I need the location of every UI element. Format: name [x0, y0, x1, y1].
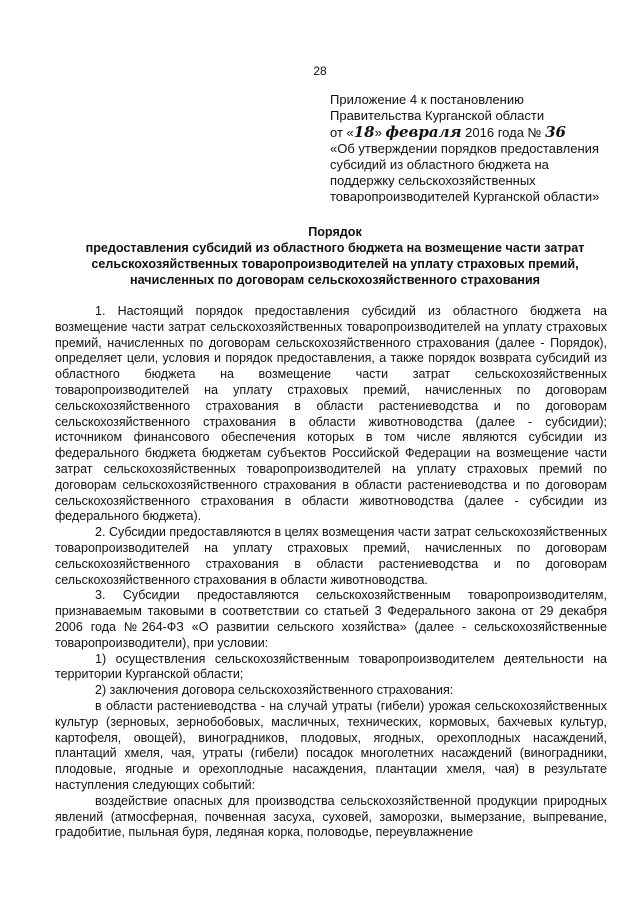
paragraph: 2) заключения договора сельскохозяйственного страхования: — [95, 683, 454, 698]
page-number: 28 — [313, 64, 327, 78]
appendix-block — [330, 92, 605, 205]
title-line: Порядок — [308, 225, 362, 239]
handwritten-day: 18 — [353, 123, 375, 141]
document-title — [55, 224, 615, 288]
title-line: предоставления субсидий из областного бюджета на возмещение части затрат — [85, 241, 585, 255]
paragraph: 1. Настоящий порядок предоставления субсидий из областного бюджета на возмещение части затрат сельскохозяйственных товаропроизводителей на уплату страховых премий, начисленных по договорам сельскохозяйственного страхования (далее - Порядок), определяет цели, условия и порядок предоставления, а также порядок возврата субсидий из областного бюджета на возмещение части затрат сельскохозяйственных товаропроизводителей на уплату страховых премий, начисленных по договорам сельскохозяйственного страхования в области растениеводства и по договорам сельскохозяйственного страхования в области животноводства (далее - субсидии); источником финансового обеспечения которых в том числе являются субсидии из федерального бюджета бюджетам субъектов Российской Федерации на возмещение части затрат сельскохозяйственных товаропроизводителей на уплату страховых премий по договорам сельскохозяйственного страхования в области растениеводства и по договорам сельскохозяйственного страхования в области животноводства (далее - субсидии из федерального бюджета). — [55, 304, 607, 524]
title-line: сельскохозяйственных товаропроизводителей на уплату страховых премий, — [91, 257, 579, 271]
appendix-line: Правительства Курганской области — [330, 108, 545, 123]
paragraph: 1) осуществления сельскохозяйственным товаропроизводителем деятельности на территории Курганской области; — [55, 651, 607, 682]
paragraph: воздействие опасных для производства сельскохозяйственной продукции природных явлений (атмосферная, почвенная засуха, суховей, заморозки, вымерзание, выпревание, градобитие, пыльная буря, ледяная корка, половодье, переувлажнение — [55, 793, 607, 840]
handwritten-number: 36 — [545, 123, 566, 141]
appendix-line: субсидий из областного бюджета на — [330, 157, 549, 172]
appendix-line: «Об утверждении порядков предоставления — [330, 141, 599, 156]
appendix-line: поддержку сельскохозяйственных — [330, 173, 536, 188]
handwritten-month: февраля — [385, 123, 462, 141]
paragraph: 3. Субсидии предоставляются сельскохозяйственным товаропроизводителям, признаваемым таковыми в соответствии со статьей 3 Федерального закона от 29 декабря 2006 года №264-ФЗ «О развитии сельского хозяйства» (далее - сельскохозяйственные товаропроизводители), при условии: — [55, 588, 607, 650]
paragraph: 2. Субсидии предоставляются в целях возмещения части затрат сельскохозяйственных товаропроизводителей на уплату страховых премий, начисленных по договорам сельскохозяйственного страхования в области растениеводства и по договорам сельскохозяйственного страхования в области животноводства. — [55, 525, 607, 587]
appendix-line: товаропроизводителей Курганской области» — [330, 189, 600, 204]
appendix-date-line: от «18» февраля 2016 года № 36 — [330, 123, 566, 141]
paragraph: в области растениеводства - на случай утраты (гибели) урожая сельскохозяйственных культур (зерновых, зернобобовых, масличных, технических, кормовых, бахчевых культур, картофеля, овощей), виноградников, плодовых, ягодных, орехоплодных насаждений, плантаций хмеля, чая, утраты (гибели) посадок многолетних насаждений (виноградники, плодовые, ягодные и орехоплодные насаждения, плантации хмеля, чая) в результате наступления следующих событий: — [55, 698, 607, 792]
document-body — [55, 304, 607, 841]
title-line: начисленных по договорам сельскохозяйственного страхования — [130, 273, 540, 287]
appendix-line: Приложение 4 к постановлению — [330, 92, 524, 107]
